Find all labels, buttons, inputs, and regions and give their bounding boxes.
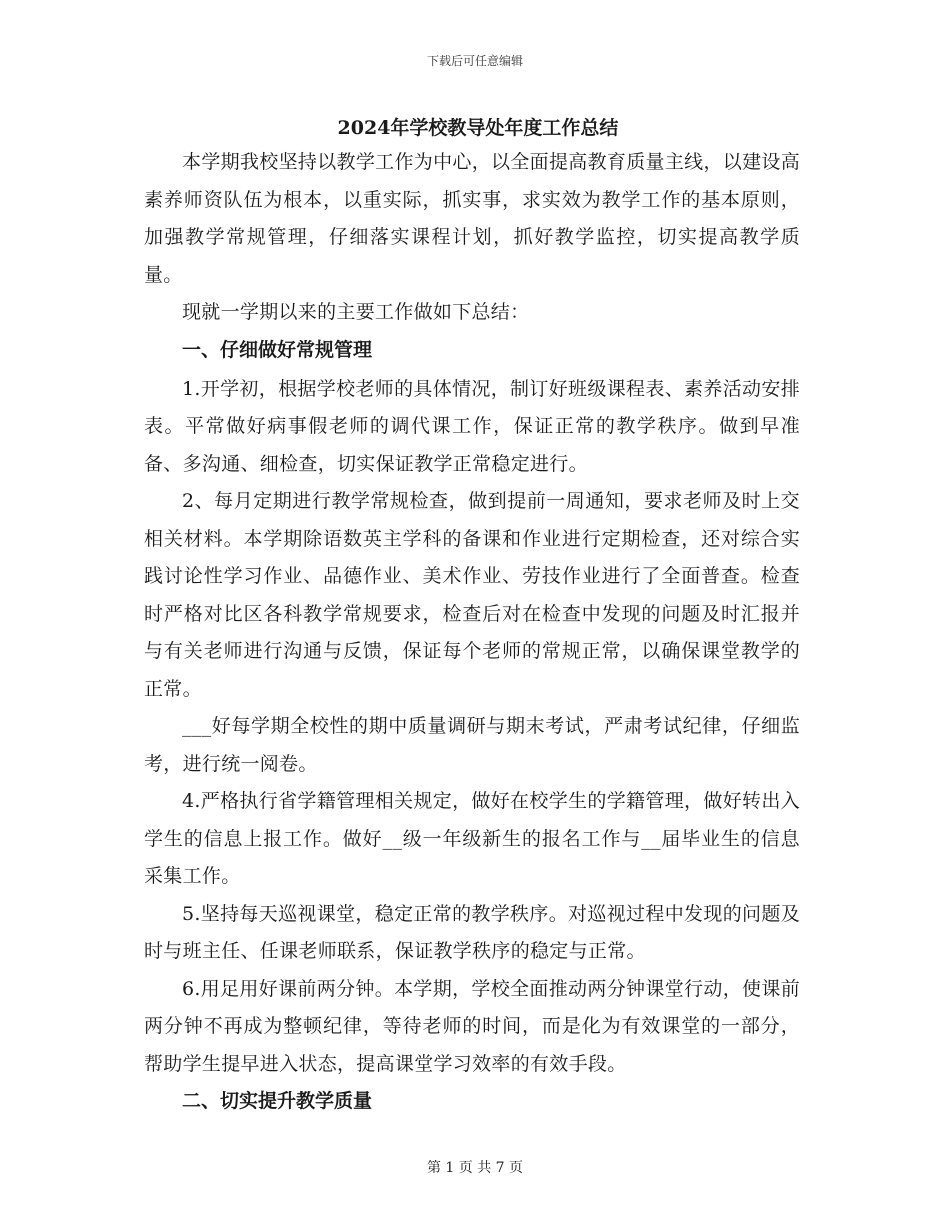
section-heading-routine-management: 一、仔细做好常规管理 (182, 338, 373, 361)
intro-paragraph: 本学期我校坚持以教学工作为中心，以全面提高教育质量主线，以建设高素养师资队伍为根本，以重实际，抓实事，求实效为教学工作的基本原则，加强教学常规管理，仔细落实课程计划，抓好教学监控，切实提高教学质量。 (144, 151, 800, 286)
list-item: ___好每学期全校性的期中质量调研与期末考试，严肃考试纪律，仔细监考，进行统一阅卷。 (144, 715, 800, 775)
list-item: 4.严格执行省学籍管理相关规定，做好在校学生的学籍管理，做好转出入学生的信息上报工作。做好__级一年级新生的报名工作与__届毕业生的信息采集工作。 (144, 790, 800, 887)
list-item: 6.用足用好课前两分钟。本学期，学校全面推动两分钟课堂行动，使课前两分钟不再成为整顿纪律，等待老师的时间，而是化为有效课堂的一部分，帮助学生提早进入状态，提高课堂学习效率的有效手段。 (144, 977, 800, 1075)
page-header: 下载后可任意编辑 (426, 54, 523, 68)
list-item: 5.坚持每天巡视课堂，稳定正常的教学秩序。对巡视过程中发现的问题及时与班主任、任课老师联系，保证教学秩序的稳定与正常。 (144, 902, 800, 962)
list-item: 2、每月定期进行教学常规检查，做到提前一周通知，要求老师及时上交相关材料。本学期除语数英主学科的备课和作业进行定期检查，还对综合实践讨论性学习作业、品德作业、美术作业、劳技作业进行了全面普查。检查时严格对比区各科教学常规要求，检查后对在检查中发现的问题及时汇报并与有关老师进行沟通与反馈，保证每个老师的常规正常，以确保课堂教学的正常。 (144, 490, 800, 700)
section-heading-teaching-quality: 二、切实提升教学质量 (182, 1090, 373, 1112)
page-number-footer: 第 1 页 共 7 页 (426, 1160, 524, 1176)
document-title: 2024年学校教导处年度工作总结 (337, 117, 619, 139)
list-item: 1.开学初，根据学校老师的具体情况，制订好班级课程表、素养活动安排表。平常做好病事假老师的调代课工作，保证正常的教学秩序。做到早准备、多沟通、细检查，切实保证教学正常稳定进行。 (144, 377, 800, 475)
document-body (144, 112, 800, 1122)
summary-lead-paragraph: 现就一学期以来的主要工作做如下总结： (182, 301, 530, 323)
